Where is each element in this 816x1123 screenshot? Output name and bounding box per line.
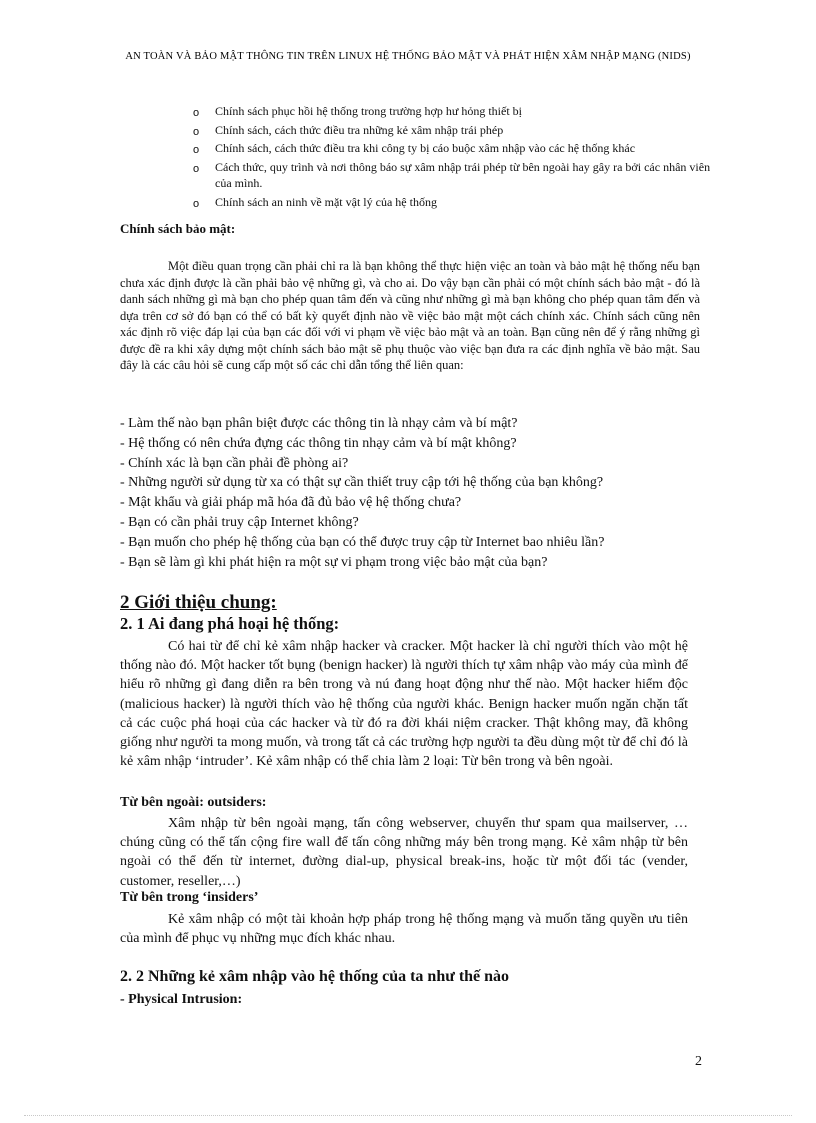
running-header: AN TOÀN VÀ BẢO MẬT THÔNG TIN TRÊN LINUX HỆ THỐNG BẢO MẬT VÀ PHÁT HIỆN XÂM NHẬP MẠNG (NIDS): [125, 51, 691, 62]
outsiders-paragraph: Xâm nhập từ bên ngoài mạng, tấn công webserver, chuyển thư spam qua mailserver, … chúng cũng có thể tấn cộng fire wall để tấn công những máy bên trong mạng. Kẻ xâm nhập từ bên ngoài có thể đến từ internet, đường dial-up, physical break-ins, hoặc từ một đối tác (vender, customer, reseller,…): [120, 816, 688, 889]
list-item: o Chính sách an ninh về mặt vật lý của hệ thống: [193, 194, 713, 213]
list-item: o Chính sách, cách thức điều tra khi công ty bị cáo buộc xâm nhập vào các hệ thống khác: [193, 140, 713, 159]
page-footer-divider: [24, 1115, 792, 1116]
security-policy-paragraph: Một điều quan trọng cần phải chỉ ra là bạn không thể thực hiện việc an toàn và bảo mật hệ thống nếu bạn chưa xác định được là cần phải bảo vệ những gì, và cho ai. Do vậy bạn cần phải có một chính sách bảo mật - đó là danh sách những gì mà bạn cho phép quan tâm đến và cũng như những gì mà bạn không cho phép quan tâm đến và dựa trên cơ sở đó bạn có thể có bất kỳ quyết định nào về việc bảo mật một cách chính xác. Chính sách cũng nên xác định rõ việc đáp lại của bạn các đối với vi phạm về việc bảo mật và an toàn. Bạn cũng nên để ý rằng những gì được đề ra khi xây dựng một chính sách bảo mật sẽ phụ thuộc vào việc bạn đưa ra các định nghĩa về bảo mật. Sau đây là các câu hỏi sẽ cung cấp một số các chỉ dẫn tổng thể liên quan:: [120, 259, 700, 372]
list-item: - Bạn có cần phải truy cập Internet không?: [120, 514, 359, 530]
list-item: o Cách thức, quy trình và nơi thông báo sự xâm nhập trái phép từ bên ngoài hay gây ra bởi các nhân viên của mình.: [193, 159, 711, 190]
list-item: - Chính xác là bạn cần phải đề phòng ai?: [120, 455, 349, 471]
intruder-paragraph: Có hai từ để chỉ kẻ xâm nhập hacker và cracker. Một hacker là chỉ người thích vào một hệ thống nào đó. Một hacker tốt bụng (benign hacker) là người thích tự xâm nhập vào máy của mình để hiểu rõ những gì đang diễn ra bên trong và nú đang hoạt động như thế nào. Một hacker hiểm độc (malicious hacker) là người thích vào hệ thống của người khác. Benign hacker muốn ngăn chặn tất cả các cuộc phá hoại của các hacker và từ đó ra đời khái niệm cracker. Thật không may, đã không giống như người ta mong muốn, và trong tất cả các trường hợp người ta đều dùng một từ để chỉ đó là kẻ xâm nhập ‘intruder’. Kẻ xâm nhập có thể chia làm 2 loại: Từ bên trong và bên ngoài.: [120, 639, 688, 770]
question-list: [120, 414, 720, 572]
list-item: - Bạn muốn cho phép hệ thống của bạn có thể được truy cập từ Internet bao nhiêu lần?: [120, 534, 605, 550]
list-item: - Những người sử dụng từ xa có thật sự cần thiết truy cập tới hệ thống của bạn không?: [120, 475, 604, 491]
list-item: o Chính sách phục hồi hệ thống trong trường hợp hư hỏng thiết bị: [193, 103, 713, 122]
bullet-circle-icon: o: [193, 162, 200, 175]
insiders-heading: Từ bên trong ‘insiders’: [120, 890, 259, 905]
subsection-title: 2. 2 Những kẻ xâm nhập vào hệ thống của ta như thế nào: [120, 968, 510, 985]
list-item: - Mật khẩu và giải pháp mã hóa đã đủ bảo vệ hệ thống chưa?: [120, 495, 462, 511]
bullet-circle-icon: o: [193, 107, 200, 119]
subsection-title: 2. 1 Ai đang phá hoại hệ thống:: [120, 614, 340, 633]
insiders-paragraph: Kẻ xâm nhập có một tài khoản hợp pháp trong hệ thống mạng và muốn tăng quyền ưu tiên của mình để phục vụ những mục đích khác nhau.: [120, 912, 688, 947]
list-item: - Bạn sẽ làm gì khi phát hiện ra một sự vi phạm trong việc bảo mật của bạn?: [120, 554, 548, 570]
outsiders-heading: Từ bên ngoài: outsiders:: [120, 795, 267, 810]
list-item: o Chính sách, cách thức điều tra những kẻ xâm nhập trái phép: [193, 122, 713, 141]
section-title: 2 Giới thiệu chung:: [120, 592, 277, 613]
bullet-circle-icon: o: [193, 125, 200, 138]
security-policy-heading: Chính sách bảo mật:: [120, 221, 236, 236]
page-number: 2: [695, 1054, 702, 1069]
bullet-circle-icon: o: [193, 144, 200, 156]
physical-intrusion-heading: - Physical Intrusion:: [120, 992, 243, 1007]
list-item: - Làm thế nào bạn phân biệt được các thông tin là nhạy cảm và bí mật?: [120, 416, 518, 431]
list-item: - Hệ thống có nên chứa đựng các thông tin nhạy cảm và bí mật không?: [120, 435, 517, 451]
policy-bullet-list: [193, 103, 713, 212]
bullet-circle-icon: o: [193, 197, 200, 210]
